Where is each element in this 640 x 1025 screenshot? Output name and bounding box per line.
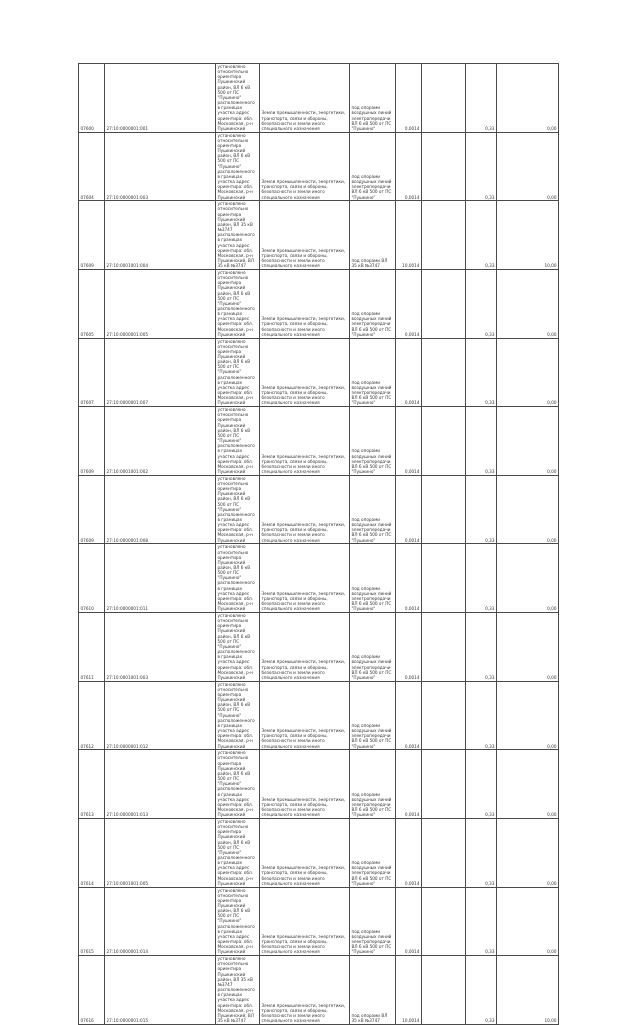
empty-cell bbox=[422, 887, 466, 956]
cadastral-number-cell: 27:10:0001001:002 bbox=[105, 407, 216, 476]
cadastral-number-cell: 27:10:0000001:015 bbox=[105, 956, 216, 1025]
permitted-use-cell: под опорами воздушных линий электропередачи ВЛ 6 кВ 500 от ПС "Пушкино" bbox=[350, 475, 396, 544]
empty-cell bbox=[422, 132, 466, 201]
area-cell: 0,0014 bbox=[396, 132, 422, 201]
permitted-use-cell: под опорами воздушных линий электропередачи ВЛ 6 кВ 500 от ПС "Пушкино" bbox=[350, 887, 396, 956]
record-number-cell: 07600 bbox=[79, 64, 105, 133]
record-number-cell: 07611 bbox=[79, 613, 105, 682]
sum-cell: 0,00 bbox=[497, 544, 559, 613]
record-number-cell: 07605 bbox=[79, 269, 105, 338]
rate-cell: 0,33 bbox=[466, 887, 497, 956]
rate-cell: 0,33 bbox=[466, 132, 497, 201]
table-body bbox=[79, 64, 559, 1025]
rate-cell: 0,33 bbox=[466, 201, 497, 270]
area-cell: 0,0014 bbox=[396, 681, 422, 750]
empty-cell bbox=[422, 681, 466, 750]
record-number-cell: 07615 bbox=[79, 887, 105, 956]
area-cell: 0,0014 bbox=[396, 613, 422, 682]
record-number-cell: 07609 bbox=[79, 201, 105, 270]
permitted-use-cell: под опорами ВЛ 35 кВ №3747 bbox=[350, 201, 396, 270]
rate-cell: 0,33 bbox=[466, 818, 497, 887]
table-row bbox=[79, 407, 559, 476]
record-number-cell: 07604 bbox=[79, 132, 105, 201]
record-number-cell: 07607 bbox=[79, 338, 105, 407]
area-cell: 0,0014 bbox=[396, 64, 422, 133]
sum-cell: 10,00 bbox=[497, 201, 559, 270]
sum-cell: 0,00 bbox=[497, 681, 559, 750]
location-description-cell: установлено относительно ориентира Пушкинский район, ВЛ 6 кВ 500 от ПС "Пушкино" расположенного в границах участка адрес ориентира: обл. Московская, р-н Пушкинский bbox=[216, 750, 260, 819]
table-row bbox=[79, 681, 559, 750]
rate-cell: 0,33 bbox=[466, 475, 497, 544]
empty-cell bbox=[422, 613, 466, 682]
empty-cell bbox=[422, 544, 466, 613]
location-description-cell: установлено относительно ориентира Пушкинский район, ВЛ 6 кВ 500 от ПС "Пушкино" расположенного в границах участка адрес ориентира: обл. Московская, р-н Пушкинский bbox=[216, 407, 260, 476]
land-category-cell: Земли промышленности, энергетики, транспорта, связи и обороны, безопасности и земли иного специального назначения bbox=[260, 338, 350, 407]
permitted-use-cell: под опорами воздушных линий электропередачи ВЛ 6 кВ 500 от ПС "Пушкино" bbox=[350, 64, 396, 133]
sum-cell: 0,00 bbox=[497, 613, 559, 682]
sum-cell: 10,00 bbox=[497, 956, 559, 1025]
land-category-cell: Земли промышленности, энергетики, транспорта, связи и обороны, безопасности и земли иного специального назначения bbox=[260, 132, 350, 201]
permitted-use-cell: под опорами воздушных линий электропередачи ВЛ 6 кВ 500 от ПС "Пушкино" bbox=[350, 407, 396, 476]
rate-cell: 0,33 bbox=[466, 750, 497, 819]
location-description-cell: установлено относительно ориентира Пушкинский район, ВЛ 35 кВ №3747 расположенного в границах участка адрес ориентира: обл. Московская, р-н Пушкинский, ВЛ 35 кВ №3747 bbox=[216, 201, 260, 270]
cadastral-number-cell: 27:10:0000001:001 bbox=[105, 64, 216, 133]
record-number-cell: 07612 bbox=[79, 681, 105, 750]
empty-cell bbox=[422, 64, 466, 133]
location-description-cell: установлено относительно ориентира Пушкинский район, ВЛ 6 кВ 500 от ПС "Пушкино" расположенного в границах участка адрес ориентира: обл. Московская, р-н Пушкинский bbox=[216, 613, 260, 682]
record-number-cell: 07613 bbox=[79, 750, 105, 819]
record-number-cell: 07609 bbox=[79, 475, 105, 544]
area-cell: 0,0014 bbox=[396, 750, 422, 819]
sum-cell: 0,00 bbox=[497, 269, 559, 338]
location-description-cell: установлено относительно ориентира Пушкинский район, ВЛ 6 кВ 500 от ПС "Пушкино" расположенного в границах участка адрес ориентира: обл. Московская, р-н Пушкинский bbox=[216, 887, 260, 956]
land-category-cell: Земли промышленности, энергетики, транспорта, связи и обороны, безопасности и земли иного специального назначения bbox=[260, 613, 350, 682]
table-row bbox=[79, 544, 559, 613]
table-row bbox=[79, 818, 559, 887]
cadastral-number-cell: 27:10:0000001:012 bbox=[105, 681, 216, 750]
area-cell: 0,0014 bbox=[396, 544, 422, 613]
sum-cell: 0,00 bbox=[497, 750, 559, 819]
permitted-use-cell: под опорами ВЛ 35 кВ №3747 bbox=[350, 956, 396, 1025]
table-row bbox=[79, 338, 559, 407]
sum-cell: 0,00 bbox=[497, 818, 559, 887]
land-category-cell: Земли промышленности, энергетики, транспорта, связи и обороны, безопасности и земли иного специального назначения bbox=[260, 956, 350, 1025]
table-row bbox=[79, 887, 559, 956]
land-category-cell: Земли промышленности, энергетики, транспорта, связи и обороны, безопасности и земли иного специального назначения bbox=[260, 818, 350, 887]
rate-cell: 0,33 bbox=[466, 407, 497, 476]
location-description-cell: установлено относительно ориентира Пушкинский район, ВЛ 6 кВ 500 от ПС "Пушкино" расположенного в границах участка адрес ориентира: обл. Московская, р-н Пушкинский bbox=[216, 681, 260, 750]
cadastral-number-cell: 27:10:0000001:007 bbox=[105, 338, 216, 407]
cadastral-number-cell: 27:10:0000001:003 bbox=[105, 132, 216, 201]
table-row bbox=[79, 750, 559, 819]
document-sheet bbox=[78, 63, 558, 1023]
table-row bbox=[79, 64, 559, 133]
cadastral-number-cell: 27:10:0000001:011 bbox=[105, 544, 216, 613]
location-description-cell: установлено относительно ориентира Пушкинский район, ВЛ 6 кВ 500 от ПС "Пушкино" расположенного в границах участка адрес ориентира: обл. Московская, р-н Пушкинский bbox=[216, 132, 260, 201]
sum-cell: 0,00 bbox=[497, 132, 559, 201]
land-category-cell: Земли промышленности, энергетики, транспорта, связи и обороны, безопасности и земли иного специального назначения bbox=[260, 407, 350, 476]
land-category-cell: Земли промышленности, энергетики, транспорта, связи и обороны, безопасности и земли иного специального назначения bbox=[260, 475, 350, 544]
cadastral-number-cell: 27:10:0000001:008 bbox=[105, 475, 216, 544]
location-description-cell: установлено относительно ориентира Пушкинский район, ВЛ 6 кВ 500 от ПС "Пушкино" расположенного в границах участка адрес ориентира: обл. Московская, р-н Пушкинский bbox=[216, 818, 260, 887]
cadastral-number-cell: 27:10:0000001:013 bbox=[105, 750, 216, 819]
empty-cell bbox=[422, 269, 466, 338]
permitted-use-cell: под опорами воздушных линий электропередачи ВЛ 6 кВ 500 от ПС "Пушкино" bbox=[350, 681, 396, 750]
rate-cell: 0,33 bbox=[466, 613, 497, 682]
area-cell: 0,0014 bbox=[396, 338, 422, 407]
location-description-cell: установлено относительно ориентира Пушкинский район, ВЛ 6 кВ 500 от ПС "Пушкино" расположенного в границах участка адрес ориентира: обл. Московская, р-н Пушкинский bbox=[216, 269, 260, 338]
sum-cell: 0,00 bbox=[497, 338, 559, 407]
rate-cell: 0,33 bbox=[466, 269, 497, 338]
empty-cell bbox=[422, 956, 466, 1025]
empty-cell bbox=[422, 407, 466, 476]
rate-cell: 0,33 bbox=[466, 956, 497, 1025]
location-description-cell: установлено относительно ориентира Пушкинский район, ВЛ 35 кВ №3747 расположенного в границах участка адрес ориентира: обл. Московская, р-н Пушкинский, ВЛ 35 кВ №3747 bbox=[216, 956, 260, 1025]
area-cell: 0,0014 bbox=[396, 818, 422, 887]
record-number-cell: 07610 bbox=[79, 544, 105, 613]
permitted-use-cell: под опорами воздушных линий электропередачи ВЛ 6 кВ 500 от ПС "Пушкино" bbox=[350, 544, 396, 613]
record-number-cell: 07616 bbox=[79, 956, 105, 1025]
table-row bbox=[79, 475, 559, 544]
land-category-cell: Земли промышленности, энергетики, транспорта, связи и обороны, безопасности и земли иного специального назначения bbox=[260, 750, 350, 819]
area-cell: 0,0014 bbox=[396, 407, 422, 476]
cadastral-number-cell: 27:10:0001001:003 bbox=[105, 613, 216, 682]
land-plots-table bbox=[78, 63, 559, 1025]
sum-cell: 0,00 bbox=[497, 407, 559, 476]
sum-cell: 0,00 bbox=[497, 887, 559, 956]
cadastral-number-cell: 27:10:0001001:004 bbox=[105, 201, 216, 270]
land-category-cell: Земли промышленности, энергетики, транспорта, связи и обороны, безопасности и земли иного специального назначения bbox=[260, 64, 350, 133]
land-category-cell: Земли промышленности, энергетики, транспорта, связи и обороны, безопасности и земли иного специального назначения bbox=[260, 544, 350, 613]
area-cell: 0,0014 bbox=[396, 475, 422, 544]
rate-cell: 0,33 bbox=[466, 64, 497, 133]
permitted-use-cell: под опорами воздушных линий электропередачи ВЛ 6 кВ 500 от ПС "Пушкино" bbox=[350, 269, 396, 338]
cadastral-number-cell: 27:10:0001001:005 bbox=[105, 818, 216, 887]
permitted-use-cell: под опорами воздушных линий электропередачи ВЛ 6 кВ 500 от ПС "Пушкино" bbox=[350, 818, 396, 887]
table-row bbox=[79, 132, 559, 201]
empty-cell bbox=[422, 338, 466, 407]
permitted-use-cell: под опорами воздушных линий электропередачи ВЛ 6 кВ 500 от ПС "Пушкино" bbox=[350, 338, 396, 407]
empty-cell bbox=[422, 818, 466, 887]
sum-cell: 0,00 bbox=[497, 64, 559, 133]
record-number-cell: 07614 bbox=[79, 818, 105, 887]
table-row bbox=[79, 201, 559, 270]
land-category-cell: Земли промышленности, энергетики, транспорта, связи и обороны, безопасности и земли иного специального назначения bbox=[260, 681, 350, 750]
record-number-cell: 07609 bbox=[79, 407, 105, 476]
empty-cell bbox=[422, 750, 466, 819]
area-cell: 10,0014 bbox=[396, 201, 422, 270]
area-cell: 0,0014 bbox=[396, 269, 422, 338]
cadastral-number-cell: 27:10:0000001:005 bbox=[105, 269, 216, 338]
land-category-cell: Земли промышленности, энергетики, транспорта, связи и обороны, безопасности и земли иного специального назначения bbox=[260, 201, 350, 270]
table-row bbox=[79, 956, 559, 1025]
location-description-cell: установлено относительно ориентира Пушкинский район, ВЛ 6 кВ 500 от ПС "Пушкино" расположенного в границах участка адрес ориентира: обл. Московская, р-н Пушкинский bbox=[216, 544, 260, 613]
area-cell: 10,0014 bbox=[396, 956, 422, 1025]
permitted-use-cell: под опорами воздушных линий электропередачи ВЛ 6 кВ 500 от ПС "Пушкино" bbox=[350, 750, 396, 819]
location-description-cell: установлено относительно ориентира Пушкинский район, ВЛ 6 кВ 500 от ПС "Пушкино" расположенного в границах участка адрес ориентира: обл. Московская, р-н Пушкинский bbox=[216, 64, 260, 133]
empty-cell bbox=[422, 201, 466, 270]
area-cell: 0,0014 bbox=[396, 887, 422, 956]
rate-cell: 0,33 bbox=[466, 544, 497, 613]
cadastral-number-cell: 27:10:0000001:014 bbox=[105, 887, 216, 956]
sum-cell: 0,00 bbox=[497, 475, 559, 544]
land-category-cell: Земли промышленности, энергетики, транспорта, связи и обороны, безопасности и земли иного специального назначения bbox=[260, 269, 350, 338]
location-description-cell: установлено относительно ориентира Пушкинский район, ВЛ 6 кВ 500 от ПС "Пушкино" расположенного в границах участка адрес ориентира: обл. Московская, р-н Пушкинский bbox=[216, 475, 260, 544]
empty-cell bbox=[422, 475, 466, 544]
rate-cell: 0,33 bbox=[466, 681, 497, 750]
location-description-cell: установлено относительно ориентира Пушкинский район, ВЛ 6 кВ 500 от ПС "Пушкино" расположенного в границах участка адрес ориентира: обл. Московская, р-н Пушкинский bbox=[216, 338, 260, 407]
table-row bbox=[79, 613, 559, 682]
permitted-use-cell: под опорами воздушных линий электропередачи ВЛ 6 кВ 500 от ПС "Пушкино" bbox=[350, 132, 396, 201]
permitted-use-cell: под опорами воздушных линий электропередачи ВЛ 6 кВ 500 от ПС "Пушкино" bbox=[350, 613, 396, 682]
table-row bbox=[79, 269, 559, 338]
land-category-cell: Земли промышленности, энергетики, транспорта, связи и обороны, безопасности и земли иного специального назначения bbox=[260, 887, 350, 956]
rate-cell: 0,33 bbox=[466, 338, 497, 407]
